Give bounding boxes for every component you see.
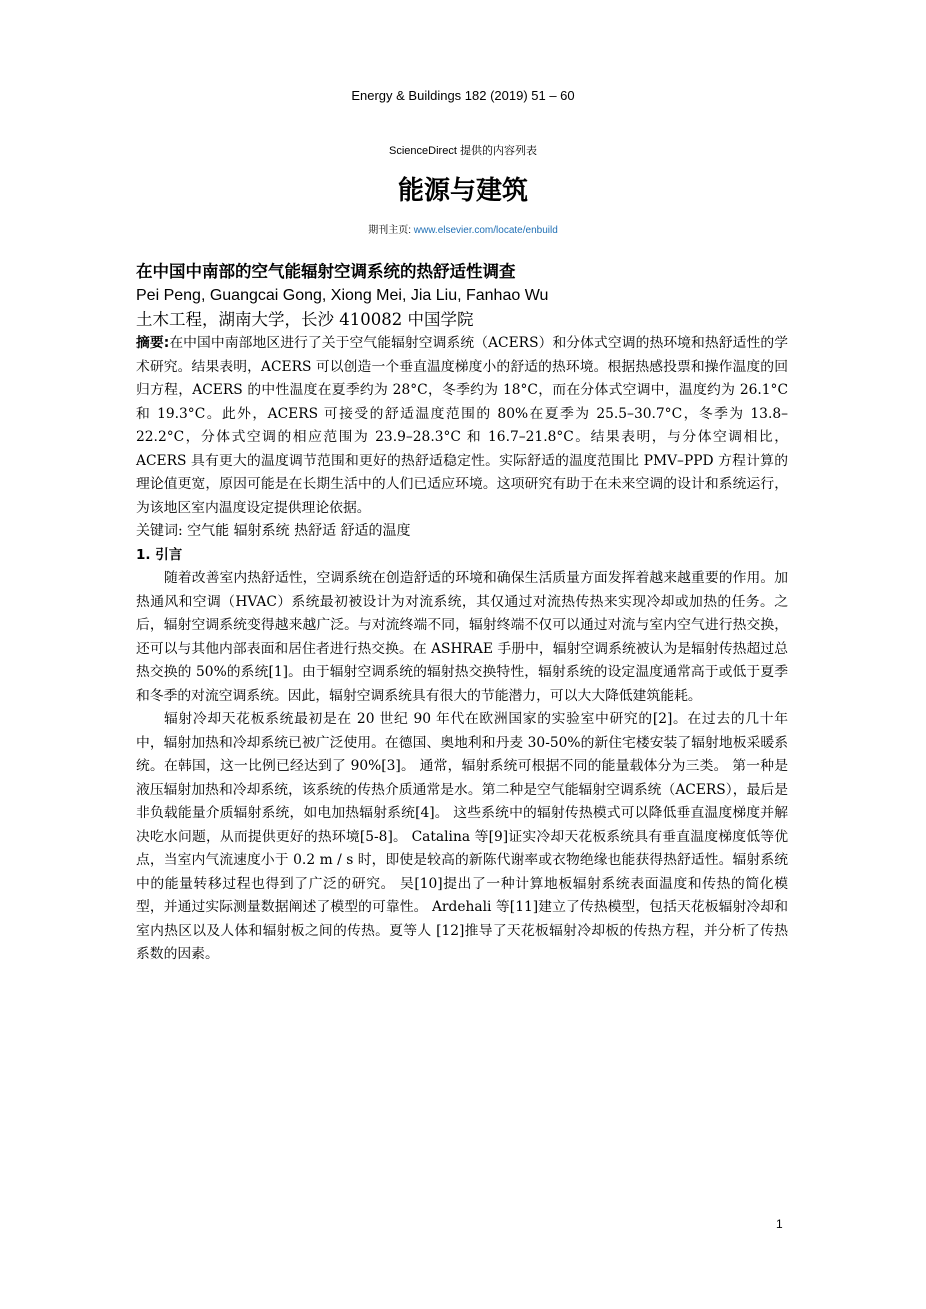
journal-citation: Energy & Buildings 182 (2019) 51 – 60	[351, 88, 575, 103]
abstract	[136, 332, 788, 520]
abstract-label: 摘要:	[136, 335, 170, 351]
paragraph: 辐射冷却天花板系统最初是在 20 世纪 90 年代在欧洲国家的实验室中研究的[2]。在过去的几十年中，辐射加热和冷却系统已被广泛使用。在德国、奥地利和丹麦 30-50%的新住宅楼安装了辐射地板采暖系统。在韩国，这一比例已经达到了 90%[3]。 通常，辐射系统可根据不同的能量载体分为三类。 第一种是液压辐射加热和冷却系统，该系统的传热介质通常是水。第二种是空气能辐射空调系统（ACERS），最后是非负载能量介质辐射系统，如电加热辐射系统[4]。 这些系统中的辐射传热模式可以降低垂直温度梯度并解决吃水问题，从而提供更好的热环境[5-8]。 Catalina 等[9]证实冷却天花板系统具有垂直温度梯度低等优点，当室内气流速度小于 0.2 m / s 时，即使是较高的新陈代谢率或衣物绝缘也能获得热舒适性。辐射系统中的能量转移过程也得到了广泛的研究。 吴[10]提出了一种计算地板辐射系统表面温度和传热的简化模型，并通过实际测量数据阐述了模型的可靠性。 Ardehali 等[11]建立了传热模型，包括天花板辐射冷却和室内热区以及人体和辐射板之间的传热。夏等人 [12]推导了天花板辐射冷却板的传热方程，并分析了传热系数的因素。	[136, 711, 788, 962]
keywords: 关键词: 空气能 辐射系统 热舒适 舒适的温度	[136, 523, 411, 539]
article-content	[136, 260, 788, 967]
article-title: 在中国中南部的空气能辐射空调系统的热舒适性调查	[136, 262, 516, 281]
homepage-label: 期刊主页:	[368, 225, 414, 236]
page-number: 1	[776, 1217, 783, 1231]
content-provider: ScienceDirect 提供的内容列表	[389, 145, 537, 157]
abstract-text: 在中国中南部地区进行了关于空气能辐射空调系统（ACERS）和分体式空调的热环境和热舒适性的学术研究。结果表明，ACERS 可以创造一个垂直温度梯度小的舒适的热环境。根据热感投票和操作温度的回归方程，ACERS 的中性温度在夏季约为 28°C，冬季约为 18°C，而在分体式空调中，温度约为 26.1°C 和 19.3°C。此外，ACERS 可接受的舒适温度范围的 80%在夏季为 25.5–30.7°C，冬季为 13.8–22.2°C，分体式空调的相应范围为 23.9–28.3°C 和 16.7–21.8°C。结果表明，与分体空调相比，ACERS 具有更大的温度调节范围和更好的热舒适稳定性。实际舒适的温度范围比 PMV–PPD 方程计算的理论值更宽，原因可能是在长期生活中的人们已适应环境。这项研究有助于在未来空调的设计和系统运行，为该地区室内温度设定提供理论依据。	[136, 335, 788, 516]
journal-title: 能源与建筑	[397, 176, 528, 206]
journal-homepage	[0, 221, 926, 236]
section-heading-introduction: 1. 引言	[136, 547, 183, 563]
affiliation: 土木工程，湖南大学，长沙 410082 中国学院	[136, 310, 474, 329]
homepage-link[interactable]: www.elsevier.com/locate/enbuild	[413, 225, 558, 236]
author-list: Pei Peng, Guangcai Gong, Xiong Mei, Jia Liu, Fanhao Wu	[136, 287, 549, 304]
paragraph: 随着改善室内热舒适性，空调系统在创造舒适的环境和确保生活质量方面发挥着越来越重要的作用。加热通风和空调（HVAC）系统最初被设计为对流系统，其仅通过对流热传热来实现冷却或加热的任务。之后，辐射空调系统变得越来越广泛。与对流终端不同，辐射终端不仅可以通过对流与室内空气进行热交换，还可以与其他内部表面和居住者进行热交换。在 ASHRAE 手册中，辐射空调系统被认为是辐射传热超过总热交换的 50%的系统[1]。由于辐射空调系统的辐射热交换特性，辐射系统的设定温度通常高于或低于夏季和冬季的对流空调系统。因此，辐射空调系统具有很大的节能潜力，可以大大降低建筑能耗。	[136, 570, 788, 704]
